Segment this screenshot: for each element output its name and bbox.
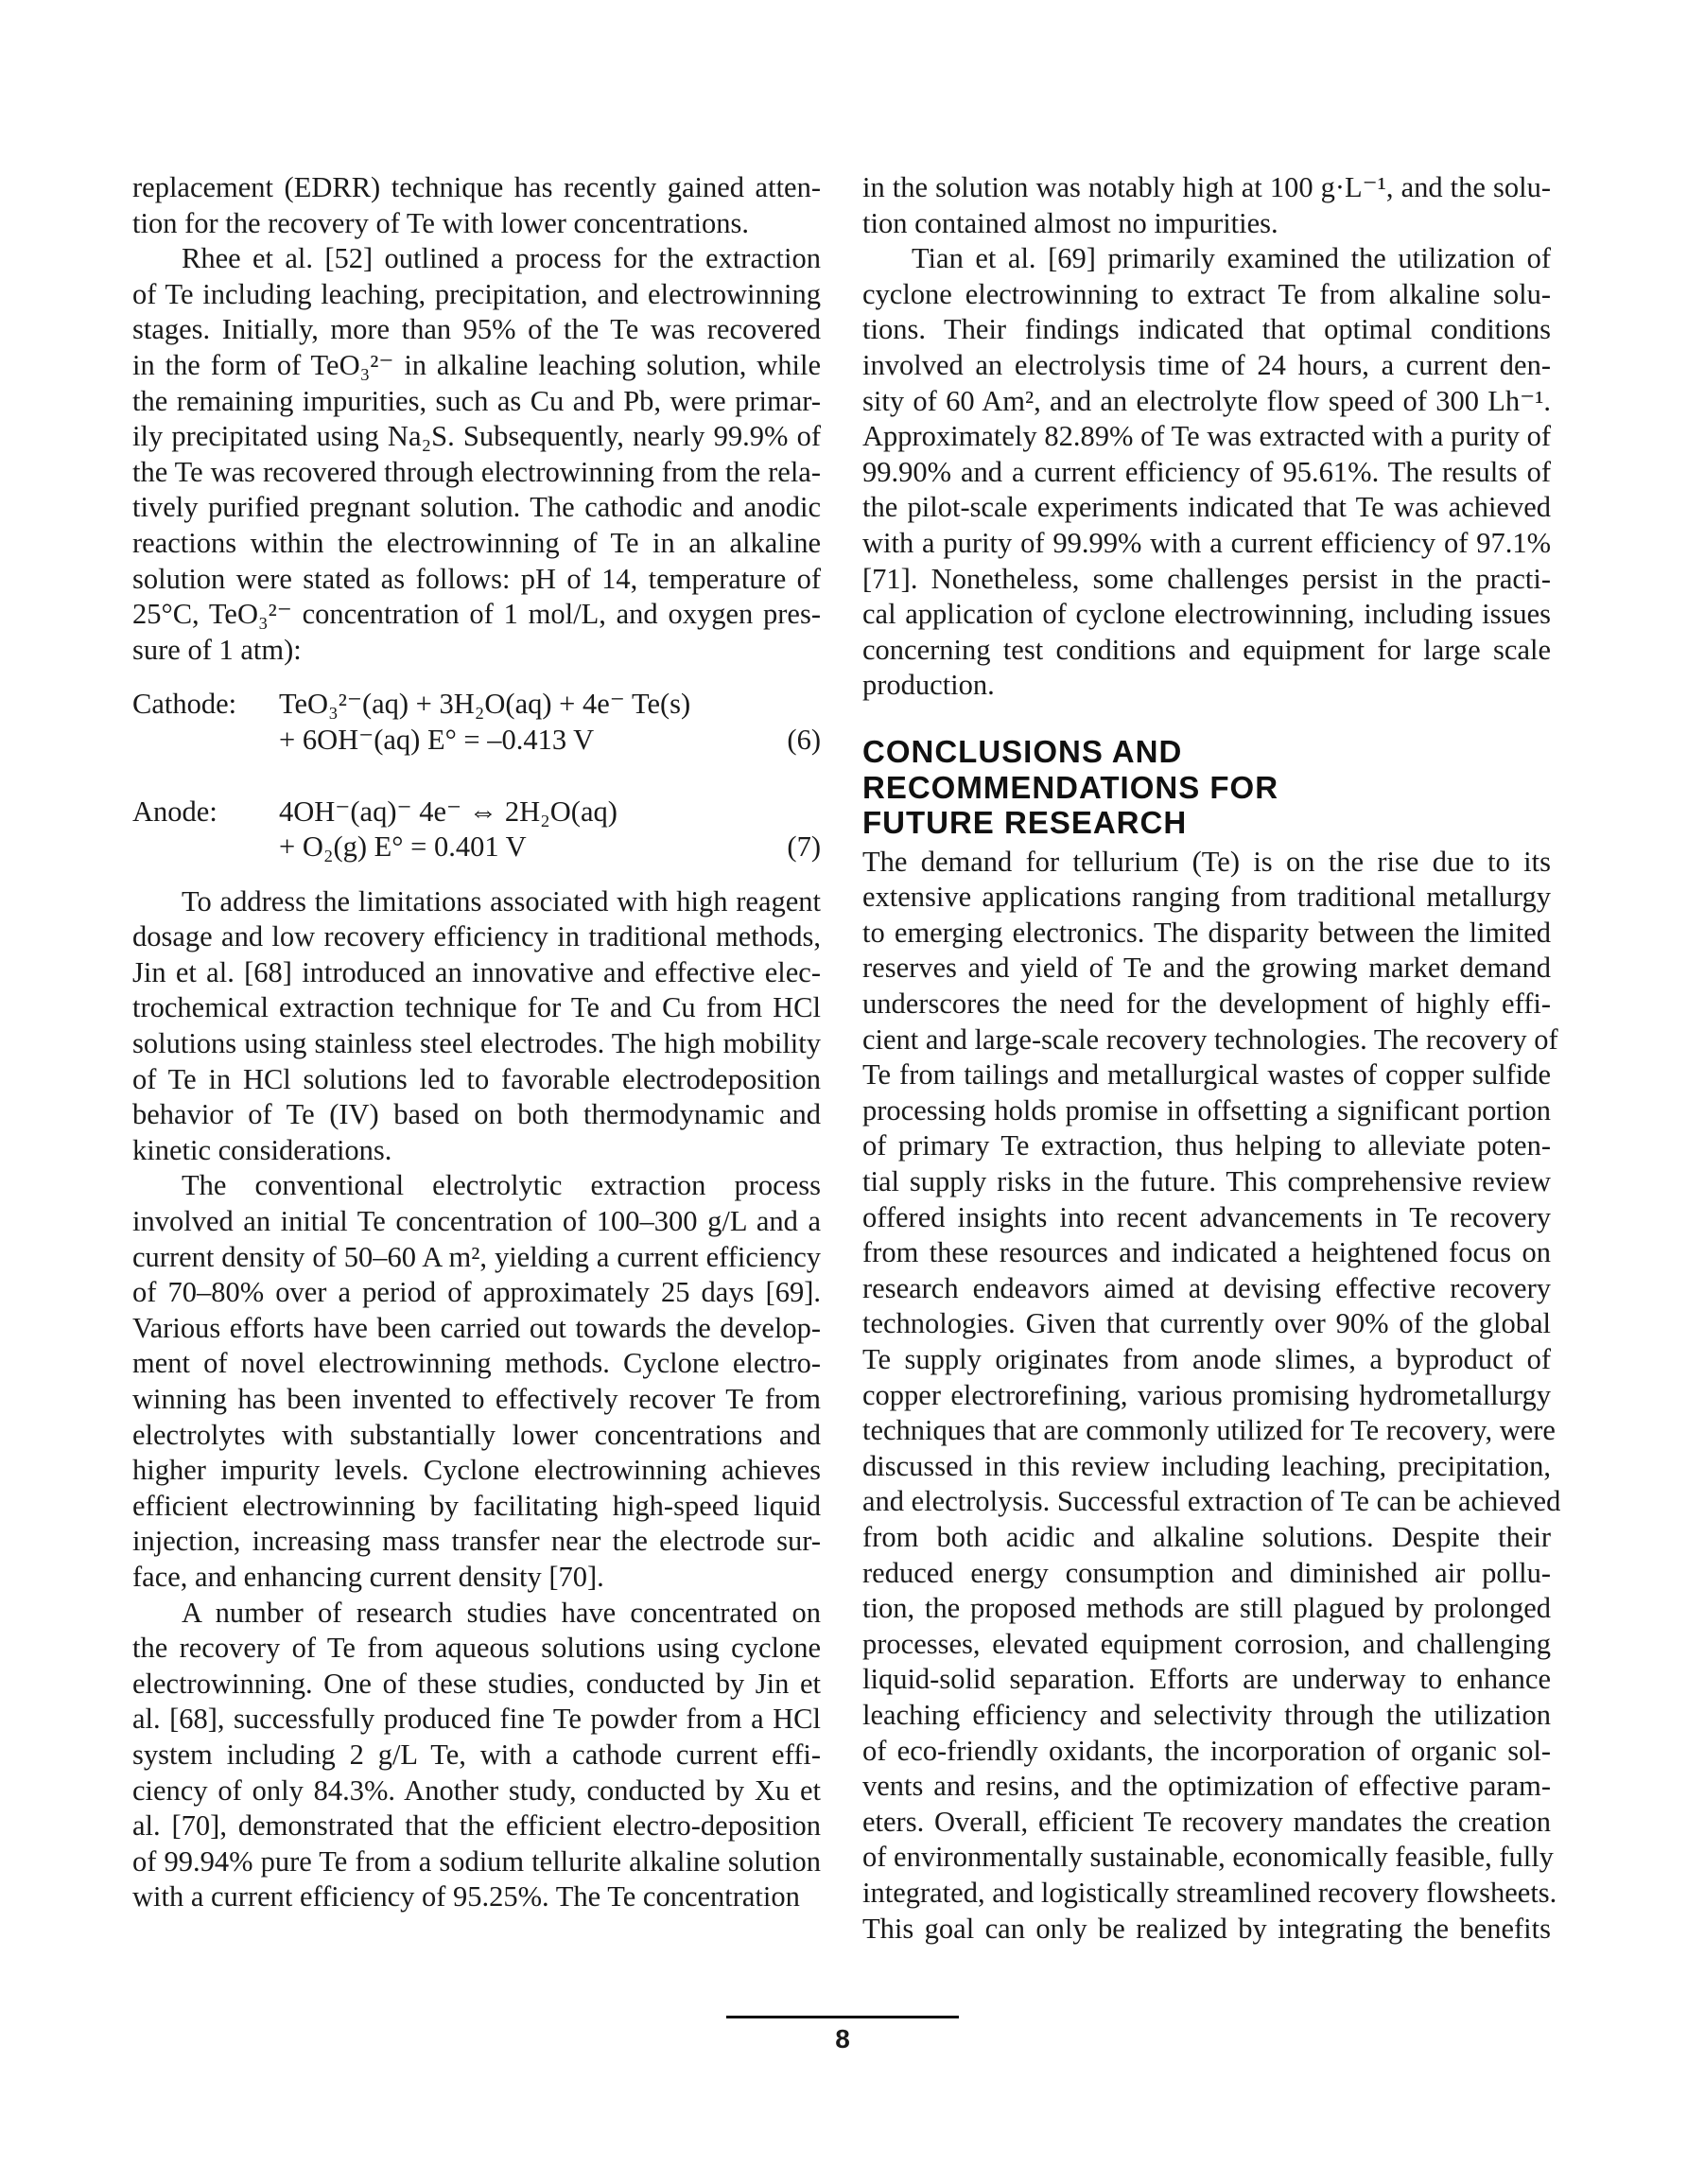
text-line: To address the limitations associated with high reagent bbox=[182, 884, 821, 917]
text-line: behavior of Te (IV) based on both thermodynamic and bbox=[132, 1098, 821, 1131]
page-number: 8 bbox=[835, 2024, 850, 2053]
text-line: injection, increasing mass transfer near the electrode sur- bbox=[132, 1525, 821, 1558]
text-line: cyclone electrowinning to extract Te from alkaline solu- bbox=[862, 277, 1551, 310]
text-line: in the form of TeO₃²⁻ in alkaline leaching solution, while bbox=[132, 348, 821, 381]
text-line: with a purity of 99.99% with a current efficiency of 97.1% bbox=[862, 526, 1551, 559]
text-line: The demand for tellurium (Te) is on the rise due to its bbox=[862, 845, 1551, 878]
equation-label: Cathode: bbox=[132, 688, 237, 721]
footer-rule bbox=[726, 2016, 959, 2018]
text-line: involved an electrolysis time of 24 hours, a current den- bbox=[862, 348, 1551, 381]
equation-line: TeO₃²⁻(aq) + 3H₂O(aq) + 4e⁻ Te(s) bbox=[279, 688, 691, 721]
text-line: tively purified pregnant solution. The cathodic and anodic bbox=[132, 491, 821, 524]
section-heading-line: CONCLUSIONS AND bbox=[862, 733, 1183, 769]
text-line: reactions within the electrowinning of Te in an alkaline bbox=[132, 526, 821, 559]
text-line: integrated, and logistically streamlined recovery flowsheets. bbox=[862, 1876, 1557, 1909]
section-heading-line: RECOMMENDATIONS FOR bbox=[862, 769, 1279, 805]
text-line: the Te was recovered through electrowinning from the rela- bbox=[132, 455, 821, 488]
paragraph bbox=[132, 170, 821, 241]
text-line: production. bbox=[862, 669, 995, 702]
text-line: involved an initial Te concentration of 100–300 g/L and a bbox=[132, 1205, 821, 1238]
text-line: offered insights into recent advancements in Te recovery bbox=[862, 1200, 1551, 1233]
text-line: processing holds promise in offsetting a significant portion bbox=[862, 1093, 1551, 1127]
paragraph bbox=[132, 884, 821, 1169]
text-line: from both acidic and alkaline solutions. Despite their bbox=[862, 1520, 1551, 1553]
text-line: ily precipitated using Na₂S. Subsequently, nearly 99.9% of bbox=[132, 420, 821, 453]
equation-number: (6) bbox=[787, 723, 821, 756]
text-line: solutions using stainless steel electrodes. The high mobility bbox=[132, 1027, 821, 1060]
text-line: solution were stated as follows: pH of 14, temperature of bbox=[132, 562, 821, 595]
text-line: tion contained almost no impurities. bbox=[862, 206, 1278, 239]
text-line: research endeavors aimed at devising effective recovery bbox=[862, 1271, 1551, 1304]
paragraph bbox=[862, 845, 1561, 1947]
equation-line: 4OH⁻(aq)⁻ 4e⁻ ⇔ 2H₂O(aq) bbox=[279, 795, 617, 828]
text-line: ciency of only 84.3%. Another study, conducted by Xu et bbox=[132, 1773, 821, 1807]
text-line: techniques that are commonly utilized for Te recovery, were bbox=[862, 1414, 1556, 1447]
text-line: Jin et al. [68] introduced an innovative and effective elec- bbox=[132, 955, 821, 988]
text-line: of 99.94% pure Te from a sodium tellurite alkaline solution bbox=[132, 1844, 821, 1878]
text-line: of Te including leaching, precipitation, and electrowinning bbox=[132, 277, 821, 310]
text-line: extensive applications ranging from traditional metallurgy bbox=[862, 881, 1551, 914]
text-line: The conventional electrolytic extraction process bbox=[182, 1169, 821, 1202]
text-line: Te supply originates from anode slimes, a byproduct of bbox=[862, 1343, 1551, 1375]
text-line: Tian et al. [69] primarily examined the utilization of bbox=[912, 242, 1551, 275]
text-line: reserves and yield of Te and the growing market demand bbox=[862, 952, 1551, 985]
text-line: underscores the need for the development of highly effi- bbox=[862, 987, 1551, 1021]
text-line: the remaining impurities, such as Cu and Pb, were primar- bbox=[132, 384, 821, 417]
text-line: with a current efficiency of 95.25%. The Te concentration bbox=[132, 1880, 800, 1913]
text-line: the recovery of Te from aqueous solutions using cyclone bbox=[132, 1632, 821, 1665]
paragraph bbox=[132, 1596, 821, 1915]
right-column bbox=[862, 170, 1561, 1947]
text-line: of 70–80% over a period of approximately 25 days [69]. bbox=[132, 1276, 821, 1309]
text-line: current density of 50–60 A m², yielding a current efficiency bbox=[132, 1240, 821, 1273]
text-line: tions. Their findings indicated that optimal conditions bbox=[862, 313, 1551, 346]
text-line: of eco-friendly oxidants, the incorporation of organic sol- bbox=[862, 1734, 1551, 1767]
text-line: in the solution was notably high at 100 g·L⁻¹, and the solu- bbox=[862, 171, 1551, 203]
text-line: of primary Te extraction, thus helping to alleviate poten- bbox=[862, 1129, 1551, 1162]
left-column bbox=[132, 170, 821, 1915]
text-line: sity of 60 Am², and an electrolyte flow speed of 300 Lh⁻¹. bbox=[862, 384, 1551, 417]
section-heading bbox=[862, 734, 1551, 841]
text-line: efficient electrowinning by facilitating high-speed liquid bbox=[132, 1489, 821, 1522]
text-line: of Te in HCl solutions led to favorable electrodeposition bbox=[132, 1062, 821, 1095]
text-line: electrowinning. One of these studies, conducted by Jin et bbox=[132, 1667, 821, 1700]
text-line: copper electrorefining, various promising hydrometallurgy bbox=[862, 1378, 1551, 1411]
text-line: [71]. Nonetheless, some challenges persist in the practi- bbox=[862, 562, 1551, 595]
text-line: trochemical extraction technique for Te and Cu from HCl bbox=[132, 991, 821, 1024]
text-line: dosage and low recovery efficiency in traditional methods, bbox=[132, 920, 821, 953]
text-line: Rhee et al. [52] outlined a process for the extraction bbox=[182, 242, 821, 275]
text-line: cient and large-scale recovery technologies. The recovery of bbox=[862, 1022, 1558, 1056]
text-line: face, and enhancing current density [70]. bbox=[132, 1560, 604, 1593]
section-heading-line: FUTURE RESEARCH bbox=[862, 805, 1188, 841]
text-line: Various efforts have been carried out towards the develop- bbox=[132, 1311, 821, 1344]
text-line: al. [68], successfully produced fine Te powder from a HCl bbox=[132, 1703, 821, 1736]
text-line: vents and resins, and the optimization of effective param- bbox=[862, 1770, 1551, 1803]
equation-6 bbox=[132, 687, 821, 758]
text-line: 25°C, TeO₃²⁻ concentration of 1 mol/L, and oxygen pres- bbox=[132, 598, 821, 631]
text-line: of environmentally sustainable, economically feasible, fully bbox=[862, 1841, 1554, 1874]
text-line: A number of research studies have concentrated on bbox=[182, 1596, 821, 1629]
text-line: stages. Initially, more than 95% of the Te was recovered bbox=[132, 313, 821, 346]
text-line: Te from tailings and metallurgical wastes of copper sulfide bbox=[862, 1058, 1551, 1092]
text-line: concerning test conditions and equipment for large scale bbox=[862, 633, 1551, 666]
text-line: winning has been invented to effectively recover Te from bbox=[132, 1383, 821, 1415]
equation-label: Anode: bbox=[132, 795, 217, 828]
text-line: kinetic considerations. bbox=[132, 1133, 392, 1166]
equation-7 bbox=[132, 795, 821, 865]
text-line: higher impurity levels. Cyclone electrowinning achieves bbox=[132, 1454, 821, 1487]
paragraph bbox=[862, 241, 1551, 704]
equation-line: + O₂(g) E° = 0.401 V bbox=[279, 830, 527, 864]
text-line: tion for the recovery of Te with lower concentrations. bbox=[132, 206, 749, 239]
text-line: al. [70], demonstrated that the efficient electro-deposition bbox=[132, 1809, 821, 1843]
text-line: electrolytes with substantially lower concentrations and bbox=[132, 1418, 821, 1451]
equation-number: (7) bbox=[787, 830, 821, 864]
text-line: This goal can only be realized by integrating the benefits bbox=[862, 1912, 1551, 1945]
text-line: replacement (EDRR) technique has recently gained atten- bbox=[132, 171, 821, 203]
paragraph bbox=[132, 241, 821, 668]
text-line: leaching efficiency and selectivity through the utilization bbox=[862, 1698, 1551, 1731]
paragraph bbox=[132, 1168, 821, 1595]
paragraph bbox=[862, 170, 1551, 241]
text-line: processes, elevated equipment corrosion, and challenging bbox=[862, 1627, 1551, 1660]
text-line: from these resources and indicated a heightened focus on bbox=[862, 1236, 1551, 1269]
equation-line: + 6OH⁻(aq) E° = –0.413 V bbox=[279, 723, 595, 756]
text-line: reduced energy consumption and diminished air pollu- bbox=[862, 1556, 1551, 1589]
text-line: Approximately 82.89% of Te was extracted with a purity of bbox=[862, 420, 1551, 453]
text-line: tion, the proposed methods are still plagued by prolonged bbox=[862, 1592, 1551, 1625]
text-line: liquid-solid separation. Efforts are underway to enhance bbox=[862, 1663, 1551, 1696]
text-line: discussed in this review including leaching, precipitation, bbox=[862, 1449, 1551, 1482]
text-line: tial supply risks in the future. This comprehensive review bbox=[862, 1165, 1551, 1198]
text-line: to emerging electronics. The disparity between the limited bbox=[862, 916, 1551, 949]
text-line: sure of 1 atm): bbox=[132, 633, 302, 666]
text-line: system including 2 g/L Te, with a cathode current effi- bbox=[132, 1738, 821, 1771]
text-line: eters. Overall, efficient Te recovery mandates the creation bbox=[862, 1805, 1551, 1838]
text-line: technologies. Given that currently over 90% of the global bbox=[862, 1307, 1551, 1340]
text-line: ment of novel electrowinning methods. Cyclone electro- bbox=[132, 1347, 821, 1380]
text-line: 99.90% and a current efficiency of 95.61%. The results of bbox=[862, 455, 1551, 488]
text-line: the pilot-scale experiments indicated that Te was achieved bbox=[862, 491, 1551, 524]
text-line: and electrolysis. Successful extraction of Te can be achieved bbox=[862, 1485, 1561, 1518]
text-line: cal application of cyclone electrowinning, including issues bbox=[862, 598, 1551, 631]
